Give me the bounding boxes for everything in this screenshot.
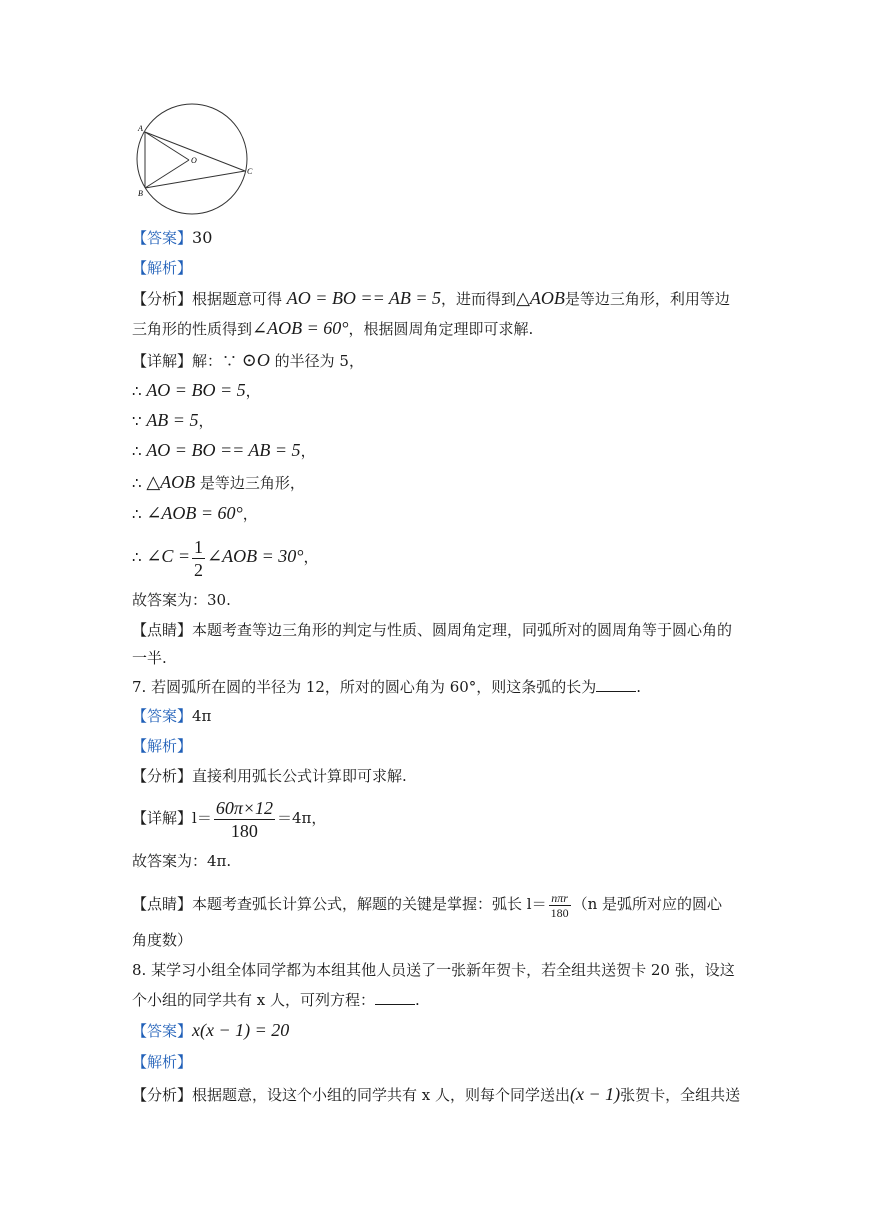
segment-bc [145, 171, 245, 188]
text-run: 的半径为 5， [269, 352, 364, 370]
fraction-denominator: 2 [194, 559, 204, 580]
text-run: l＝ [192, 809, 212, 827]
math-expr: ∠C = [146, 546, 191, 566]
math-expr: △AOB [516, 288, 565, 308]
math-expr: AB = 5 [146, 410, 199, 430]
answer-blank [596, 677, 636, 692]
fenxi-tag: 【分析】 [132, 1086, 193, 1104]
text-run: ＝4π， [277, 809, 327, 827]
text-run: ，根据圆周角定理即可求解. [348, 320, 534, 338]
text-run: ， [303, 548, 319, 566]
q6-step-3 [132, 440, 316, 461]
text-run: 一半. [132, 649, 167, 667]
fenxi-tag: 【分析】 [132, 767, 193, 785]
arc-formula-fraction [549, 891, 571, 920]
text-run: ∴ [132, 474, 147, 492]
label-o: O [191, 156, 197, 165]
arc-length-fraction [214, 797, 275, 842]
text-run: ， [245, 382, 261, 400]
math-expr: △AOB [146, 472, 196, 492]
text-run: 故答案为：30. [132, 591, 231, 609]
text-run: ∴ [132, 505, 147, 523]
math-expr: (x − 1) [570, 1084, 621, 1104]
q7-conclusion [132, 851, 231, 871]
comment-tag: 【点睛】 [132, 621, 193, 639]
fraction-numerator: nπr [549, 891, 571, 906]
q7-comment-line-1 [132, 884, 722, 924]
q7-answer: 4π [192, 707, 212, 725]
text-run: ， [242, 505, 258, 523]
text-run: （n 是弧所对应的圆心 [572, 895, 723, 913]
q7-answer-line [132, 706, 211, 726]
text-run: 故答案为：4π. [132, 852, 232, 870]
text-run: 角度数） [132, 931, 193, 949]
q7-question [132, 677, 641, 697]
q6-step-2 [132, 410, 213, 431]
label-c: C [247, 167, 253, 176]
q6-step-5 [132, 503, 258, 524]
text-run: 7. 若圆弧所在圆的半径为 12，所对的圆心角为 60°，则这条弧的长为 [132, 678, 597, 696]
analysis-tag: 【解析】 [132, 1053, 193, 1071]
q6-comment-line-1 [132, 620, 732, 640]
text-run: 8. 某学习小组全体同学都为本组其他人员送了一张新年贺卡，若全组共送贺卡 20 张，设这 [132, 961, 735, 979]
q6-fenxi-line-1 [132, 288, 730, 309]
text-run: 是等边三角形，利用等边 [564, 290, 730, 308]
q6-step-4 [132, 472, 305, 493]
circle-figure [132, 100, 262, 222]
q8-analysis-line [132, 1052, 192, 1072]
text-run: 本题考查等边三角形的判定与性质、圆周角定理，同弧所对的圆周角等于圆心角的 [192, 621, 733, 639]
fraction-denominator: 180 [230, 820, 258, 841]
q6-answer: 30 [192, 228, 213, 247]
text-run: ， [198, 412, 214, 430]
answer-tag: 【答案】 [132, 1022, 193, 1040]
text-run: ，进而得到 [441, 290, 517, 308]
fraction-numerator: 1 [194, 536, 204, 557]
analysis-tag: 【解析】 [132, 259, 193, 277]
answer-tag: 【答案】 [132, 229, 193, 247]
text-run: 个小组的同学共有 x 人，可列方程： [132, 991, 375, 1009]
math-expr: ∠AOB = 60° [146, 503, 243, 523]
text-run: ∴ [132, 382, 147, 400]
math-expr: ∠AOB = 60° [252, 318, 349, 338]
detail-tag: 【详解】 [132, 352, 193, 370]
q8-answer: x(x − 1) = 20 [192, 1020, 290, 1040]
text-run: 根据题意可得 [192, 290, 287, 308]
math-expr: AO = BO = 5 [146, 380, 246, 400]
text-run: 是等边三角形， [195, 474, 305, 492]
math-expr: AO = BO == AB = 5 [146, 440, 301, 460]
q7-comment-line-2 [132, 930, 192, 950]
fraction-denominator: 180 [550, 905, 569, 920]
segment-ac [145, 132, 245, 171]
label-b: B [138, 189, 143, 198]
text-run: ∵ [132, 412, 147, 430]
q6-answer-line [132, 228, 212, 248]
comment-tag: 【点睛】 [132, 895, 193, 913]
fraction-numerator: 60π×12 [215, 797, 273, 818]
q8-fenxi-line [132, 1084, 740, 1105]
text-run: 三角形的性质得到 [132, 320, 253, 338]
label-a: A [138, 124, 143, 133]
text-run: 张贺卡，全组共送 [620, 1086, 741, 1104]
math-expr: ⊙O [241, 350, 270, 370]
text-run: 根据题意，设这个小组的同学共有 x 人，则每个同学送出 [192, 1086, 571, 1104]
math-expr: AO = BO == AB = 5 [286, 288, 442, 308]
analysis-tag: 【解析】 [132, 737, 193, 755]
q6-step-6 [132, 532, 318, 581]
text-run: ∴ [132, 548, 147, 566]
fenxi-tag: 【分析】 [132, 290, 193, 308]
q7-detail-line [132, 794, 326, 842]
text-run: 解：∵ [192, 352, 242, 370]
text-run: 本题考查弧长计算公式，解题的关键是掌握：弧长 l＝ [192, 895, 547, 913]
text-run: . [415, 991, 420, 1009]
answer-blank [375, 990, 415, 1005]
segment-ao [145, 132, 189, 160]
text-run: ∴ [132, 442, 147, 460]
detail-tag: 【详解】 [132, 809, 193, 827]
answer-tag: 【答案】 [132, 707, 193, 725]
text-run: ， [300, 442, 316, 460]
text-run: . [636, 678, 642, 696]
math-expr: ∠AOB = 30° [207, 546, 304, 566]
q7-analysis-line [132, 736, 192, 756]
q6-analysis-line [132, 258, 192, 278]
q6-comment-line-2 [132, 648, 167, 668]
q7-fenxi-line [132, 766, 407, 786]
q8-question-line-1 [132, 960, 735, 980]
q8-question-line-2 [132, 990, 420, 1010]
fraction-half [192, 536, 205, 581]
q6-step-1 [132, 380, 261, 401]
q8-answer-line [132, 1020, 289, 1041]
q6-fenxi-line-2 [132, 318, 533, 339]
q6-detail-line [132, 350, 364, 371]
text-run: 直接利用弧长公式计算即可求解. [192, 767, 407, 785]
q6-conclusion [132, 590, 231, 610]
